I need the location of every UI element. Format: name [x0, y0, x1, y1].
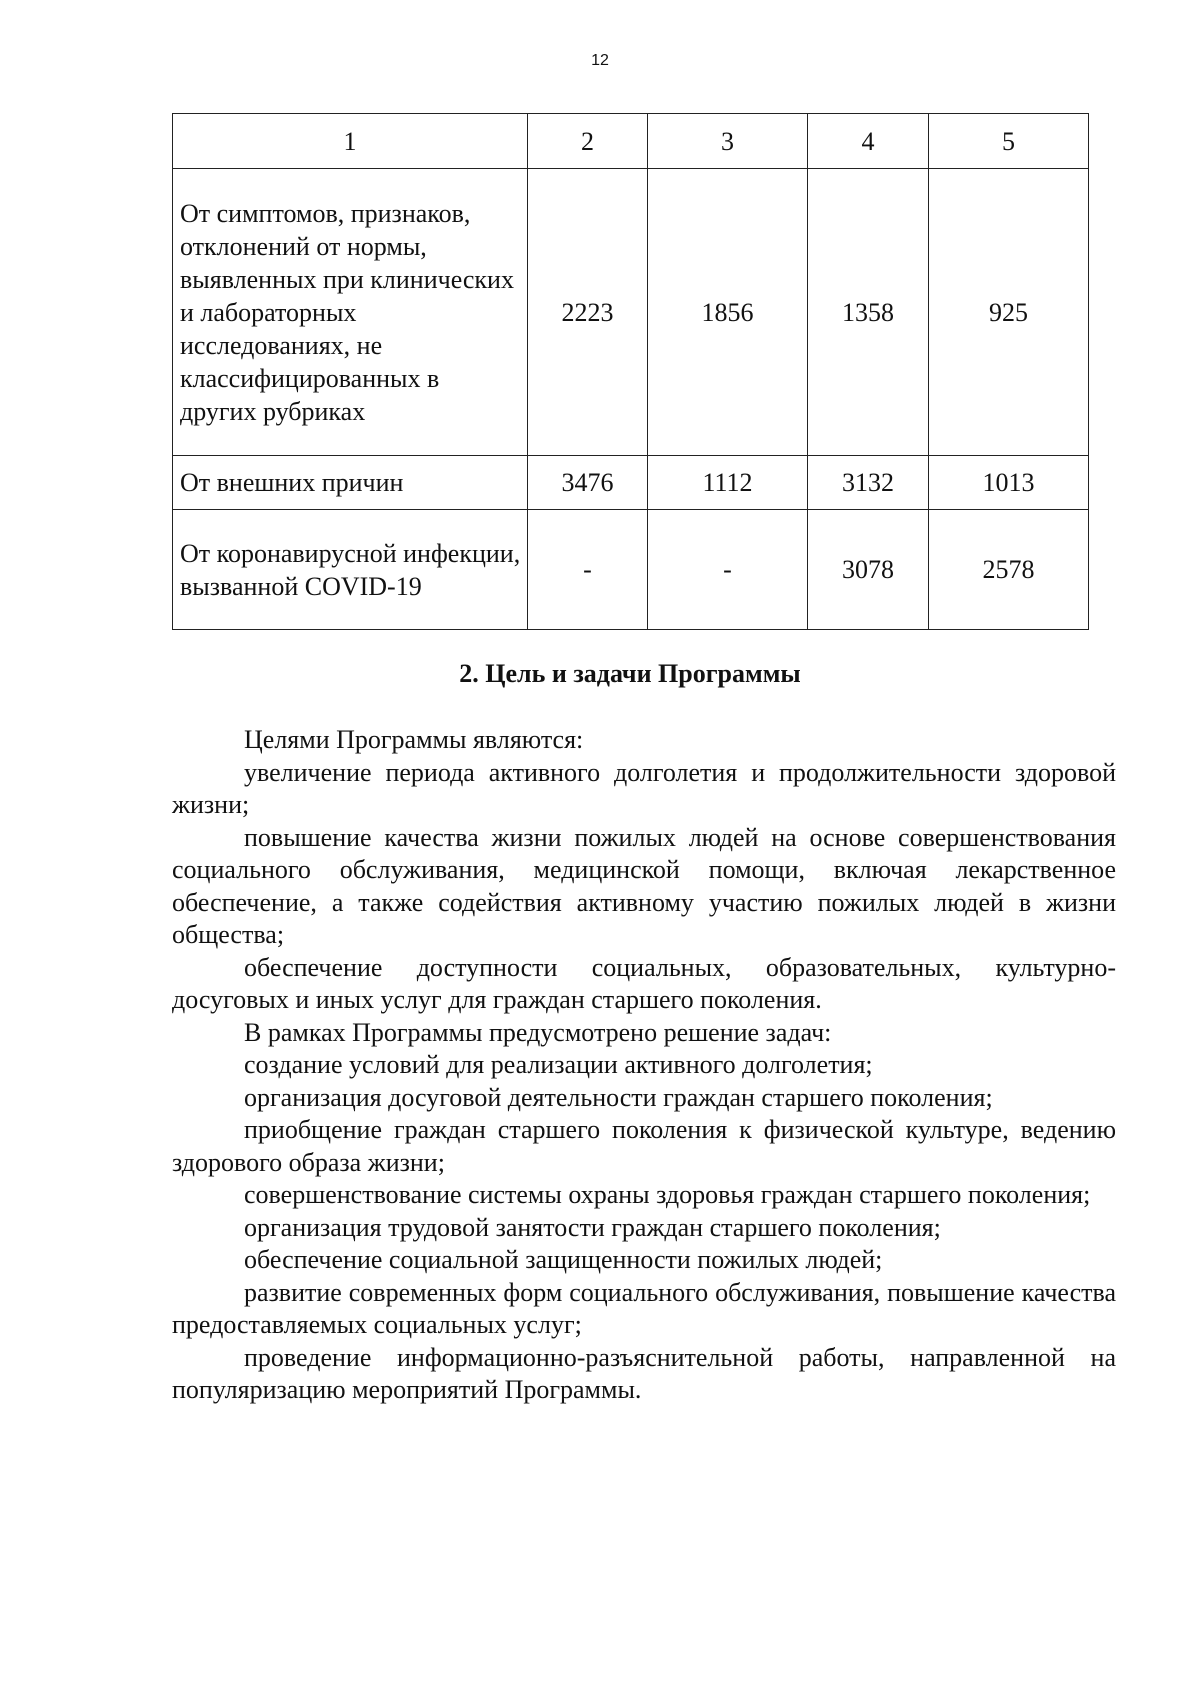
paragraph: Целями Программы являются:	[244, 725, 584, 754]
paragraph: организация трудовой занятости граждан старшего поколения;	[244, 1212, 941, 1242]
cell-value: 3476	[528, 456, 648, 510]
cell-value: 1112	[648, 456, 808, 510]
cell-value: 3132	[808, 456, 929, 510]
cell-value: -	[648, 510, 808, 630]
paragraph: обеспечение социальной защищенности пожилых людей;	[244, 1245, 883, 1274]
table-row	[173, 456, 1089, 510]
paragraph: приобщение граждан старшего поколения к физической культуре, ведению здорового образа жизни;	[172, 1115, 1116, 1177]
paragraph: проведение информационно-разъяснительной работы, направленной на популяризацию мероприятий Программы.	[172, 1342, 1116, 1404]
paragraph: повышение качества жизни пожилых людей на основе совершенствования социального обслуживания, медицинской помощи, включая лекарственное обеспечение, а также содействия активному участию пожилых людей в жизни общества;	[172, 822, 1116, 949]
row-label: От коронавирусной инфекции, вызванной COVID-19	[173, 510, 528, 630]
table-header-row	[173, 114, 1089, 169]
column-number-1: 1	[173, 114, 528, 169]
row-label: От внешних причин	[173, 456, 528, 510]
cell-value: 1856	[648, 169, 808, 456]
cell-value: 2223	[528, 169, 648, 456]
cell-value: 2578	[929, 510, 1089, 630]
column-number-2: 2	[528, 114, 648, 169]
paragraph: организация досуговой деятельности граждан старшего поколения;	[244, 1082, 993, 1112]
section-body	[172, 724, 1116, 1407]
paragraph: обеспечение доступности социальных, образовательных, культурно-досуговых и иных услуг для граждан старшего поколения.	[172, 952, 1116, 1014]
cell-value: 925	[929, 169, 1089, 456]
section-title: 2. Цель и задачи Программы	[459, 659, 801, 688]
page-number: 12	[591, 52, 609, 69]
column-number-4: 4	[808, 114, 929, 169]
statistics-table	[172, 113, 1089, 630]
paragraph: увеличение периода активного долголетия и продолжительности здоровой жизни;	[172, 757, 1116, 819]
paragraph: развитие современных форм социального обслуживания, повышение качества предоставляемых социальных услуг;	[172, 1277, 1116, 1339]
table-row	[173, 169, 1089, 456]
table-row	[173, 510, 1089, 630]
paragraph: создание условий для реализации активного долголетия;	[244, 1050, 873, 1079]
paragraph: В рамках Программы предусмотрено решение задач:	[244, 1017, 832, 1047]
column-number-3: 3	[648, 114, 808, 169]
cell-value: 1358	[808, 169, 929, 456]
column-number-5: 5	[929, 114, 1089, 169]
cell-value: 3078	[808, 510, 929, 630]
cell-value: 1013	[929, 456, 1089, 510]
paragraph: совершенствование системы охраны здоровья граждан старшего поколения;	[244, 1180, 1091, 1209]
cell-value: -	[528, 510, 648, 630]
row-label: От симптомов, признаков, отклонений от нормы, выявленных при клинических и лабораторных исследованиях, не классифицированных в других рубриках	[173, 169, 528, 456]
